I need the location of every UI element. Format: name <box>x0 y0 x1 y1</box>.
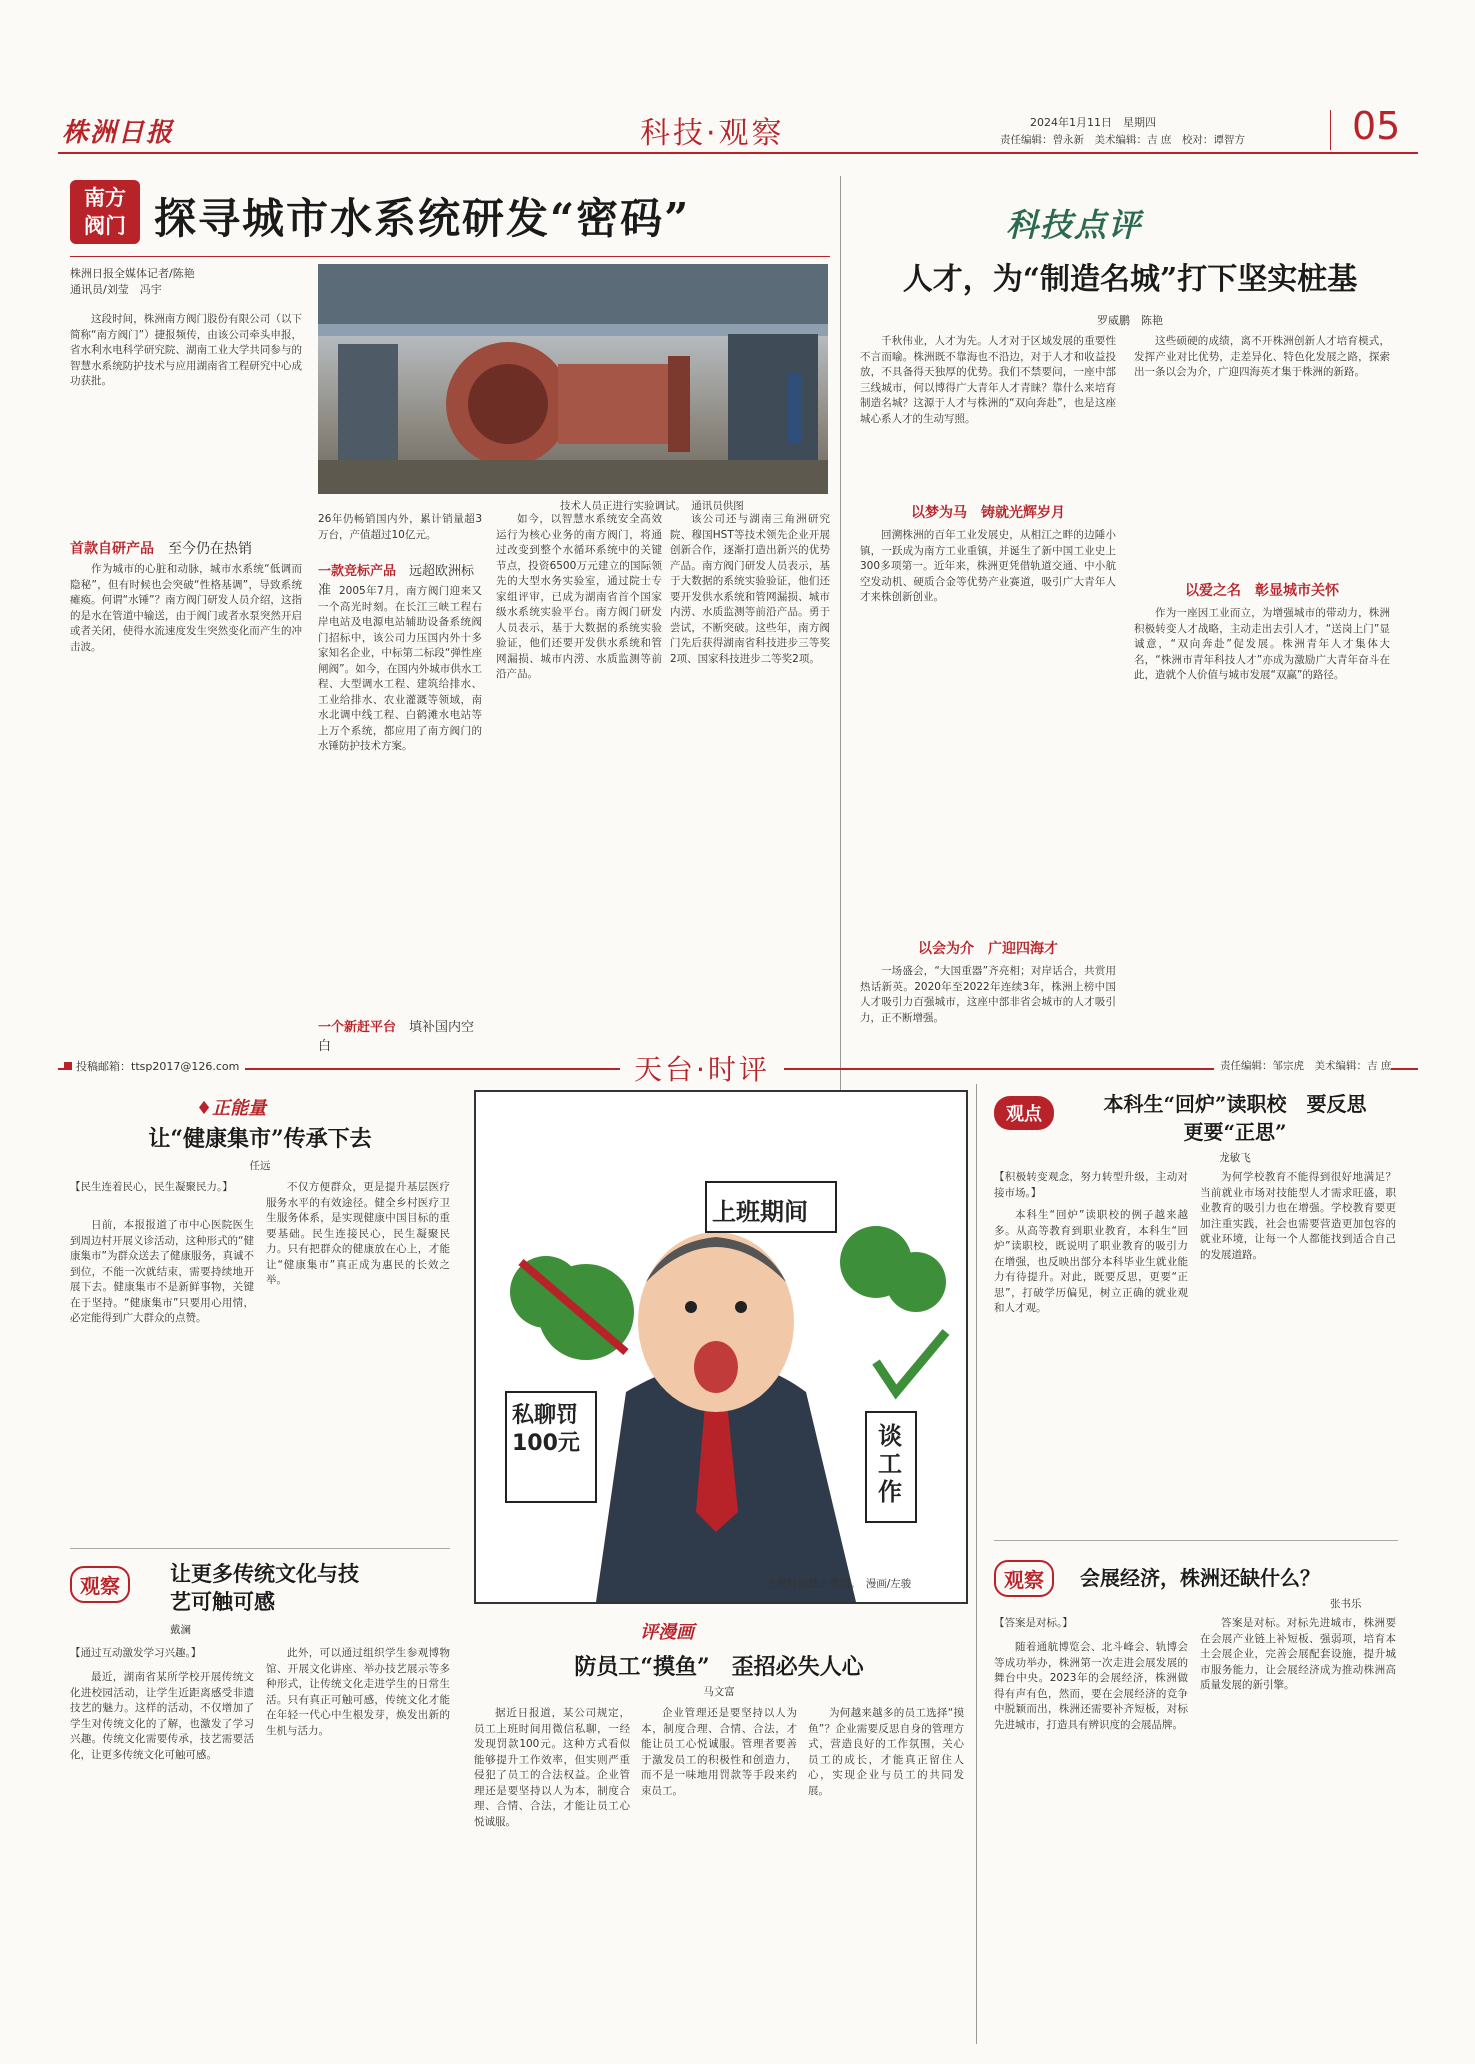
guancha2-body-2 <box>1200 1616 1396 2030</box>
lead-sub-1-strong: 首款自研产品 <box>70 541 154 557</box>
lead-body-3 <box>496 512 662 1082</box>
guancha2-body-text: 随着通航博览会、北斗峰会、轨博会等成功举办，株洲第一次走进会展发展的舞台中央。2023年的会展经济，株洲做得有声有色，然而，要在会展经济的竞争中脱颖而出，株洲还需要补齐短板，对标先进城市，打造具有辨识度的会展品牌。 <box>994 1641 1188 1731</box>
cartoon-frame <box>474 1090 968 1604</box>
lead-byline <box>70 266 195 298</box>
zhengnengliang-body-2-text: 不仅方便群众，更是提升基层医疗服务水平的有效途径。健全乡村医疗卫生服务体系，是实现健康中国目标的重要基础。民生连接民心，民生凝聚民力。只有把群众的健康放在心上，才能让“健康集市”真正成为惠民的长效之举。 <box>266 1181 450 1286</box>
lower-editors: 责任编辑：邹宗虎 美术编辑：吉 庶 <box>1214 1058 1391 1073</box>
lower-right-divider <box>976 1084 977 2044</box>
weekday: 星期四 <box>1123 116 1156 129</box>
page-number: 05 <box>1352 104 1401 148</box>
zhengnengliang-tag-text: 正能量 <box>212 1098 267 1119</box>
editor-credits: 责任编辑：曾永新 美术编辑：吉 庶 校对：谭智方 <box>1000 134 1245 146</box>
guandian-headline: 本科生“回炉”读职校 要反思更要“正思” <box>1103 1092 1367 1144</box>
lead-sub-2-strong: 一款竞标产品 <box>318 564 397 579</box>
guancha1-headline: 让更多传统文化与技艺可触可感 <box>170 1561 359 1614</box>
zhengnengliang-tag <box>196 1094 266 1120</box>
issue-date <box>1030 114 1156 130</box>
guancha2-headline: 会展经济，株洲还缺什么？ <box>1080 1566 1320 1590</box>
pingmanhua-headline: 防员工“摸鱼” 歪招必失人心 <box>574 1654 864 1680</box>
commentary-sub-2: 以会为介 广迎四海才 <box>918 941 1058 957</box>
lead-body-1-text: 作为城市的心脏和动脉，城市水系统“低调而隐秘”，但有时候也会突破“性格基调”，导致系统瘫痪。何谓“水锤”？南方阀门研发人员介绍，这指的是水在管道中输送，由于阀门或者水泵突然开启或者关闭，使得水流速度发生突然变化而产生的冲击波。 <box>70 563 302 653</box>
lead-sub-3-rest: 填补国内空白 <box>318 1020 475 1054</box>
email-text: 投稿邮箱：ttsp2017@126.com <box>76 1060 240 1073</box>
pingmanhua-body-2-text: 企业管理还是要坚持以人为本，制度合理、合情、合法，才能让员工心悦诚服。管理者要善于激发员工的积极性和创造力，而不是一味地用罚款等手段来约束员工。 <box>641 1707 797 1797</box>
guancha2-tag <box>994 1560 1054 1597</box>
lead-intro-text: 这段时间，株洲南方阀门股份有限公司（以下简称“南方阀门”）捷报频传，由该公司牵头申报，省水利水电科学研究院、湖南工业大学共同参与的智慧水系统防护技术与应用湖南省工程研究中心成功获批。 <box>70 313 302 387</box>
commentary-byline: 罗威鹏 陈艳 <box>1097 314 1163 327</box>
guancha2-body-2-text: 答案是对标。对标先进城市，株洲要在会展产业链上补短板、强弱项，培育本土会展企业，完善会展配套设施，提升城市服务能力，让会展经济成为推动株洲高质量发展的新引擎。 <box>1200 1617 1396 1691</box>
flame-icon: ♦ <box>196 1098 213 1119</box>
lead-sub-3 <box>318 1016 482 1054</box>
commentary-body-2-text: 回溯株洲的百年工业发展史，从相江之畔的边陲小镇，一跃成为南方工业重镇，并诞生了新中国工业史上300多项第一。近年来，株洲更凭借轨道交通、中小航空发动机、硬质合金等优势产业赛道，吸引广大青年人才来株创新创业。 <box>860 529 1116 603</box>
cartoon-illustration <box>476 1092 966 1602</box>
lead-body-2 <box>318 584 482 1004</box>
commentary-body-4-text: 这些硕硬的成绩，离不开株洲创新人才培育模式，发挥产业对比优势，走差异化、特色化发展之路，探索出一条以会为介，广迎四海英才集于株洲的新路。 <box>1134 335 1390 378</box>
lead-photo <box>318 264 828 494</box>
guandian-body-text: 本科生“回炉”读职校的例子越来越多。从高等教育到职业教育，本科生“回炉”读职校，既说明了职业教育的吸引力在增强，也反映出部分本科毕业生就业能力有待提升。对此，既要反思，更要“正思”，打破学历偏见，树立正确的就业观和人才观。 <box>994 1209 1188 1314</box>
guancha1-author: 戴澜 <box>170 1624 191 1636</box>
pingmanhua-body-3 <box>808 1706 964 2026</box>
zhengnengliang-headline: 让“健康集市”传承下去 <box>148 1126 372 1152</box>
lead-sub-2-rest: 远超欧洲标准 <box>318 564 475 598</box>
lead-intro <box>70 312 302 530</box>
paper-logo: 株洲日报 <box>62 118 175 148</box>
commentary-body-4 <box>1134 334 1390 570</box>
zhengnengliang-body-text: 日前，本报报道了市中心医院医生到周边村开展义诊活动，这种形式的“健康集市”为群众送去了健康服务，真诚不到位，不能一次就结束，需要持续地开展下去。健康集市不是新鲜事物，关键在于坚持。“健康集市”只要用心用情，必定能得到广大群众的点赞。 <box>70 1219 254 1324</box>
guandian-body-2 <box>1200 1170 1396 1526</box>
commentary-body-1-text: 千秋伟业，人才为先。人才对于区域发展的重要性不言而喻。株洲既不靠海也不沿边，对于人才和收益投放，不具备得天独厚的优势。我们不禁要问，一座中部三线城市，何以博得广大青年人才青睐？靠什么来培育制造名城？这源于人才与株洲的“双向奔赴”，也是这座城心系人才的生动写照。 <box>860 335 1116 425</box>
zhengnengliang-lead-text: 【民生连着民心，民生凝聚民力。】 <box>70 1181 233 1193</box>
masthead-divider <box>1330 110 1331 150</box>
lead-body-1 <box>70 562 302 1082</box>
guancha2-lead-text: 【答案是对标。】 <box>994 1617 1073 1629</box>
pingmanhua-body-2 <box>641 1706 797 2026</box>
lead-sub-1-rest: 至今仍在热销 <box>168 541 252 557</box>
commentary-body-5 <box>1134 606 1390 1080</box>
commentary-body-3 <box>860 964 1116 1080</box>
pingmanhua-body-3-text: 为何越来越多的员工选择“摸鱼”？企业需要反思自身的管理方式，营造良好的工作氛围，关心员工的成长，才能真正留住人心，实现企业与员工的共同发展。 <box>808 1707 964 1797</box>
column-tag <box>70 180 140 244</box>
guandian-tag-text: 观点 <box>1006 1104 1042 1125</box>
guancha1-body-2 <box>266 1646 450 2030</box>
commentary-sub-1: 以梦为马 铸就光辉岁月 <box>911 505 1065 521</box>
guandian-tag <box>994 1096 1054 1130</box>
valve-photo-illustration <box>318 264 828 494</box>
cartoon-speech-left: 私聊罚100元 <box>512 1403 580 1456</box>
byline-correspondent: 通讯员/刘莹 冯宇 <box>70 283 162 296</box>
guancha1-body-2-text: 此外，可以通过组织学生参观博物馆、开展文化讲座、举办技艺展示等多种形式，让传统文化走进学生的日常生活。只有真正可触可感，传统文化才能在年轻一代心中生根发芽，焕发出新的生机与活力。 <box>266 1647 450 1737</box>
guancha1-lead <box>70 1646 254 1666</box>
guancha1-rule <box>70 1548 450 1549</box>
lead-sub-3-strong: 一个新赶平台 <box>318 1020 397 1035</box>
guandian-lead-text: 【积极转变观念，努力转型升级，主动对接市场。】 <box>994 1171 1188 1199</box>
guancha1-lead-text: 【通过互动激发学习兴趣。】 <box>70 1647 202 1659</box>
lead-body-3-text: 如今，以智慧水系统安全高效运行为核心业务的南方阀门，将通过改变到整个水循环系统中的关键节点，投资6500万元建立的国际领先的大型水务实验室，通过院士专家组评审，已成为湖南省首个国家级水系统实验平台。南方阀门研发人员表示，基于大数据的系统实验验证，他们还要开发供水系统和管网漏损、城市内涝、水质监测等前沿产品。 <box>496 513 662 680</box>
guandian-author: 龙敏飞 <box>1219 1152 1251 1164</box>
column-tag-text: 南方阀门 <box>84 186 126 238</box>
commentary-headline: 人才，为“制造名城”打下坚实桩基 <box>902 262 1358 297</box>
guancha1-tag <box>70 1566 130 1603</box>
guancha2-body <box>994 1640 1188 2030</box>
zhengnengliang-lead <box>70 1180 254 1214</box>
commentary-sub-3: 以爱之名 彰显城市关怀 <box>1185 583 1339 599</box>
section-title: 科技·观察 <box>640 116 785 151</box>
guandian-body <box>994 1208 1188 1526</box>
zhengnengliang-body <box>70 1218 254 1528</box>
byline-reporter: 株洲日报全媒体记者/陈艳 <box>70 267 195 280</box>
guancha2-lead <box>994 1616 1188 1636</box>
lower-section-title: 天台·时评 <box>620 1048 784 1088</box>
lead-body-1b-text: 26年仍畅销国内外，累计销量超3万台，产值超过10亿元。 <box>318 513 482 541</box>
lead-headline-rule <box>70 256 830 257</box>
submission-email <box>64 1058 245 1074</box>
commentary-body-2 <box>860 528 1116 928</box>
commentary-body-3-text: 一场盛会，“大国重器”齐亮相；对岸话合，共赏用热话新英。2020年至2022年连续3年，株洲上榜中国人才吸引力百强城市，这座中部非省会城市的人才吸引力，正不断增强。 <box>860 965 1116 1024</box>
cartoon-speech-top: 上班期间 <box>712 1198 808 1226</box>
guancha2-tag-text: 观察 <box>1004 1568 1044 1592</box>
lead-photo-caption: 技术人员正进行实验调试。 通讯员供图 <box>560 500 744 512</box>
masthead-rule <box>58 152 1418 154</box>
pingmanhua-body <box>474 1706 630 2026</box>
lead-sub-1 <box>70 538 302 558</box>
lead-headline: 探寻城市水系统研发“密码” <box>154 194 691 243</box>
guandian-lead <box>994 1170 1188 1204</box>
commentary-body-5-text: 作为一座因工业而立，为增强城市的带动力，株洲积极转变人才战略，主动走出去引人才，“送岗上门”显诚意，“双向奔赴”促发展。株洲青年人才集体大名，“株洲市青年科技人才”亦成为激励广大青年奋斗在此，造就个人价值与城市发展“双赢”的路径。 <box>1134 607 1390 681</box>
zhengnengliang-author: 任远 <box>249 1160 271 1172</box>
lead-body-2-text: 2005年7月，南方阀门迎来又一个高光时刻。在长江三峡工程右岸电站及电源电站辅助设备系统阀门招标中，该公司力压国内外十多家知名企业，中标第二标段“弹性座闸阀”。如今，在国内外城市供水工程、大型调水工程、建筑给排水、工业给排水、农业灌溉等领域，南水北调中线工程、白鹤滩水电站等上万个系统，都应用了南方阀门的水锤防护技术方案。 <box>318 585 482 752</box>
pingmanhua-tag-text: 评漫画 <box>640 1622 694 1643</box>
cartoon-caption: 上班时间禁止事项。 漫画/左骏 <box>766 1578 912 1590</box>
guancha2-author: 张书乐 <box>1330 1598 1362 1610</box>
commentary-logo: 科技点评 <box>1006 206 1143 244</box>
email-icon <box>64 1062 72 1070</box>
guancha1-body <box>70 1670 254 2030</box>
zhengnengliang-body-2 <box>266 1180 450 1528</box>
guancha1-body-text: 最近，湖南省某所学校开展传统文化进校园活动，让学生近距离感受非遗技艺的魅力。这样的活动，不仅增加了学生对传统文化的了解，也激发了学习兴趣。传统文化需要传承，技艺需要活化，让更多传统文化可触可感。 <box>70 1671 254 1761</box>
date: 2024年1月11日 <box>1030 116 1112 129</box>
pingmanhua-author: 马文富 <box>703 1686 735 1698</box>
guancha2-rule <box>994 1540 1398 1541</box>
commentary-body-1 <box>860 334 1116 494</box>
pingmanhua-tag <box>640 1618 694 1644</box>
guancha1-tag-text: 观察 <box>80 1574 120 1598</box>
guandian-body-2-text: 为何学校教育不能得到很好地满足？当前就业市场对技能型人才需求旺盛，职业教育的吸引力也在增强。学校教育要更加注重实践，社会也需要营造更加包容的就业环境，让每一个人都能找到适合自己的发展道路。 <box>1200 1171 1396 1261</box>
cartoon-speech-right: 谈工作 <box>878 1422 902 1506</box>
pingmanhua-body-text: 据近日报道，某公司规定，员工上班时间用微信私聊，一经发现罚款100元。这种方式看似能够提升工作效率，但实则严重侵犯了员工的合法权益。企业管理还是要坚持以人为本，制度合理、合情、合法，才能让员工心悦诚服。 <box>474 1707 630 1828</box>
lead-body-3b <box>670 512 830 1082</box>
lead-body-3b-text: 该公司还与湖南三角洲研究院、穆国HST等技术领先企业开展创新合作，逐渐打造出新兴的优势产品。南方阀门研发人员表示，基于大数据的系统实验验证，他们还要开发供水系统和管网漏损、城市内涝、水质监测等前沿产品。勇于尝试，不断突破。这些年，南方阀门先后获得湖南省科技进步三等奖2项、国家科技进步二等奖2项。 <box>670 513 830 665</box>
lead-body-1b <box>318 512 482 552</box>
